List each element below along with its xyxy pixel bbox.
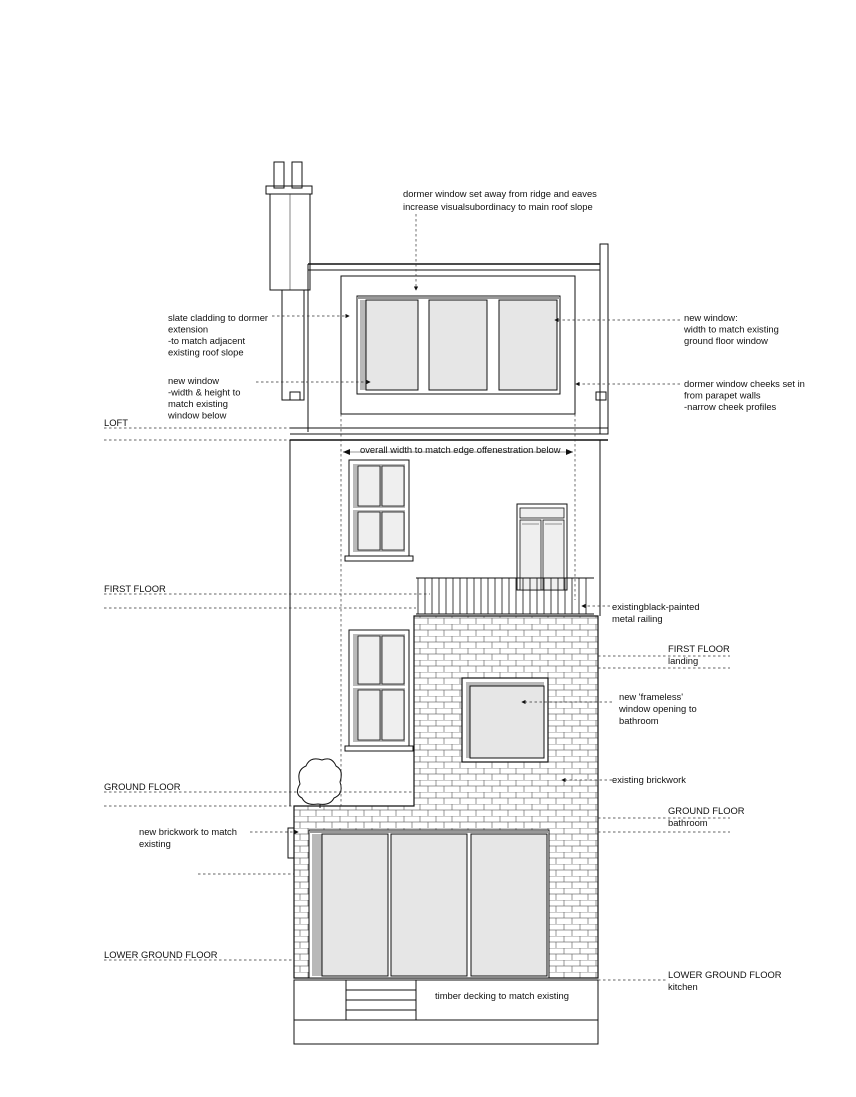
ground-floor-window — [345, 630, 413, 751]
annotation-dormer-cheeks: dormer window cheeks set in from parapet walls -narrow cheek profiles — [684, 378, 805, 412]
level-label-first-floor: FIRST FLOOR — [104, 583, 166, 594]
dormer-roof — [290, 244, 608, 440]
annotation-frameless-window: new 'frameless' window opening to bathroom — [619, 691, 697, 726]
shrub-icon — [297, 759, 341, 808]
annotation-new-brickwork: new brickwork to match existing — [139, 826, 237, 849]
level-label-loft: LOFT — [104, 417, 128, 428]
level-label-lower-ground-floor: LOWER GROUND FLOOR — [104, 949, 218, 960]
balcony-door — [517, 504, 567, 590]
annotation-slate-cladding: slate cladding to dormer extension -to match adjacent existing roof slope — [168, 312, 269, 358]
annotation-decking: timber decking to match existing — [435, 990, 569, 1001]
chimney-stack — [266, 162, 312, 400]
level-labels — [104, 417, 218, 960]
annotation-dormer-set-away: dormer window set away from ridge and eaves increase visualsubordinacy to main roof slope — [403, 188, 597, 212]
annotation-new-window-right: new window: width to match existing ground floor window — [684, 312, 779, 346]
annotation-new-window-left: new window -width & height to match existing window below — [168, 375, 241, 421]
room-label-ground-floor-bathroom: GROUND FLOOR bathroom — [668, 805, 745, 828]
room-label-first-floor-landing: FIRST FLOOR landing — [668, 643, 730, 666]
first-floor-window — [345, 460, 413, 561]
level-label-ground-floor: GROUND FLOOR — [104, 781, 181, 792]
annotation-overall-width: overall width to match edge offenestration below — [360, 444, 561, 455]
annotation-railing: existingblack-painted metal railing — [612, 601, 700, 624]
room-label-lower-ground-floor-kitchen: LOWER GROUND FLOOR kitchen — [668, 969, 782, 992]
annotation-existing-brickwork: existing brickwork — [612, 774, 686, 785]
